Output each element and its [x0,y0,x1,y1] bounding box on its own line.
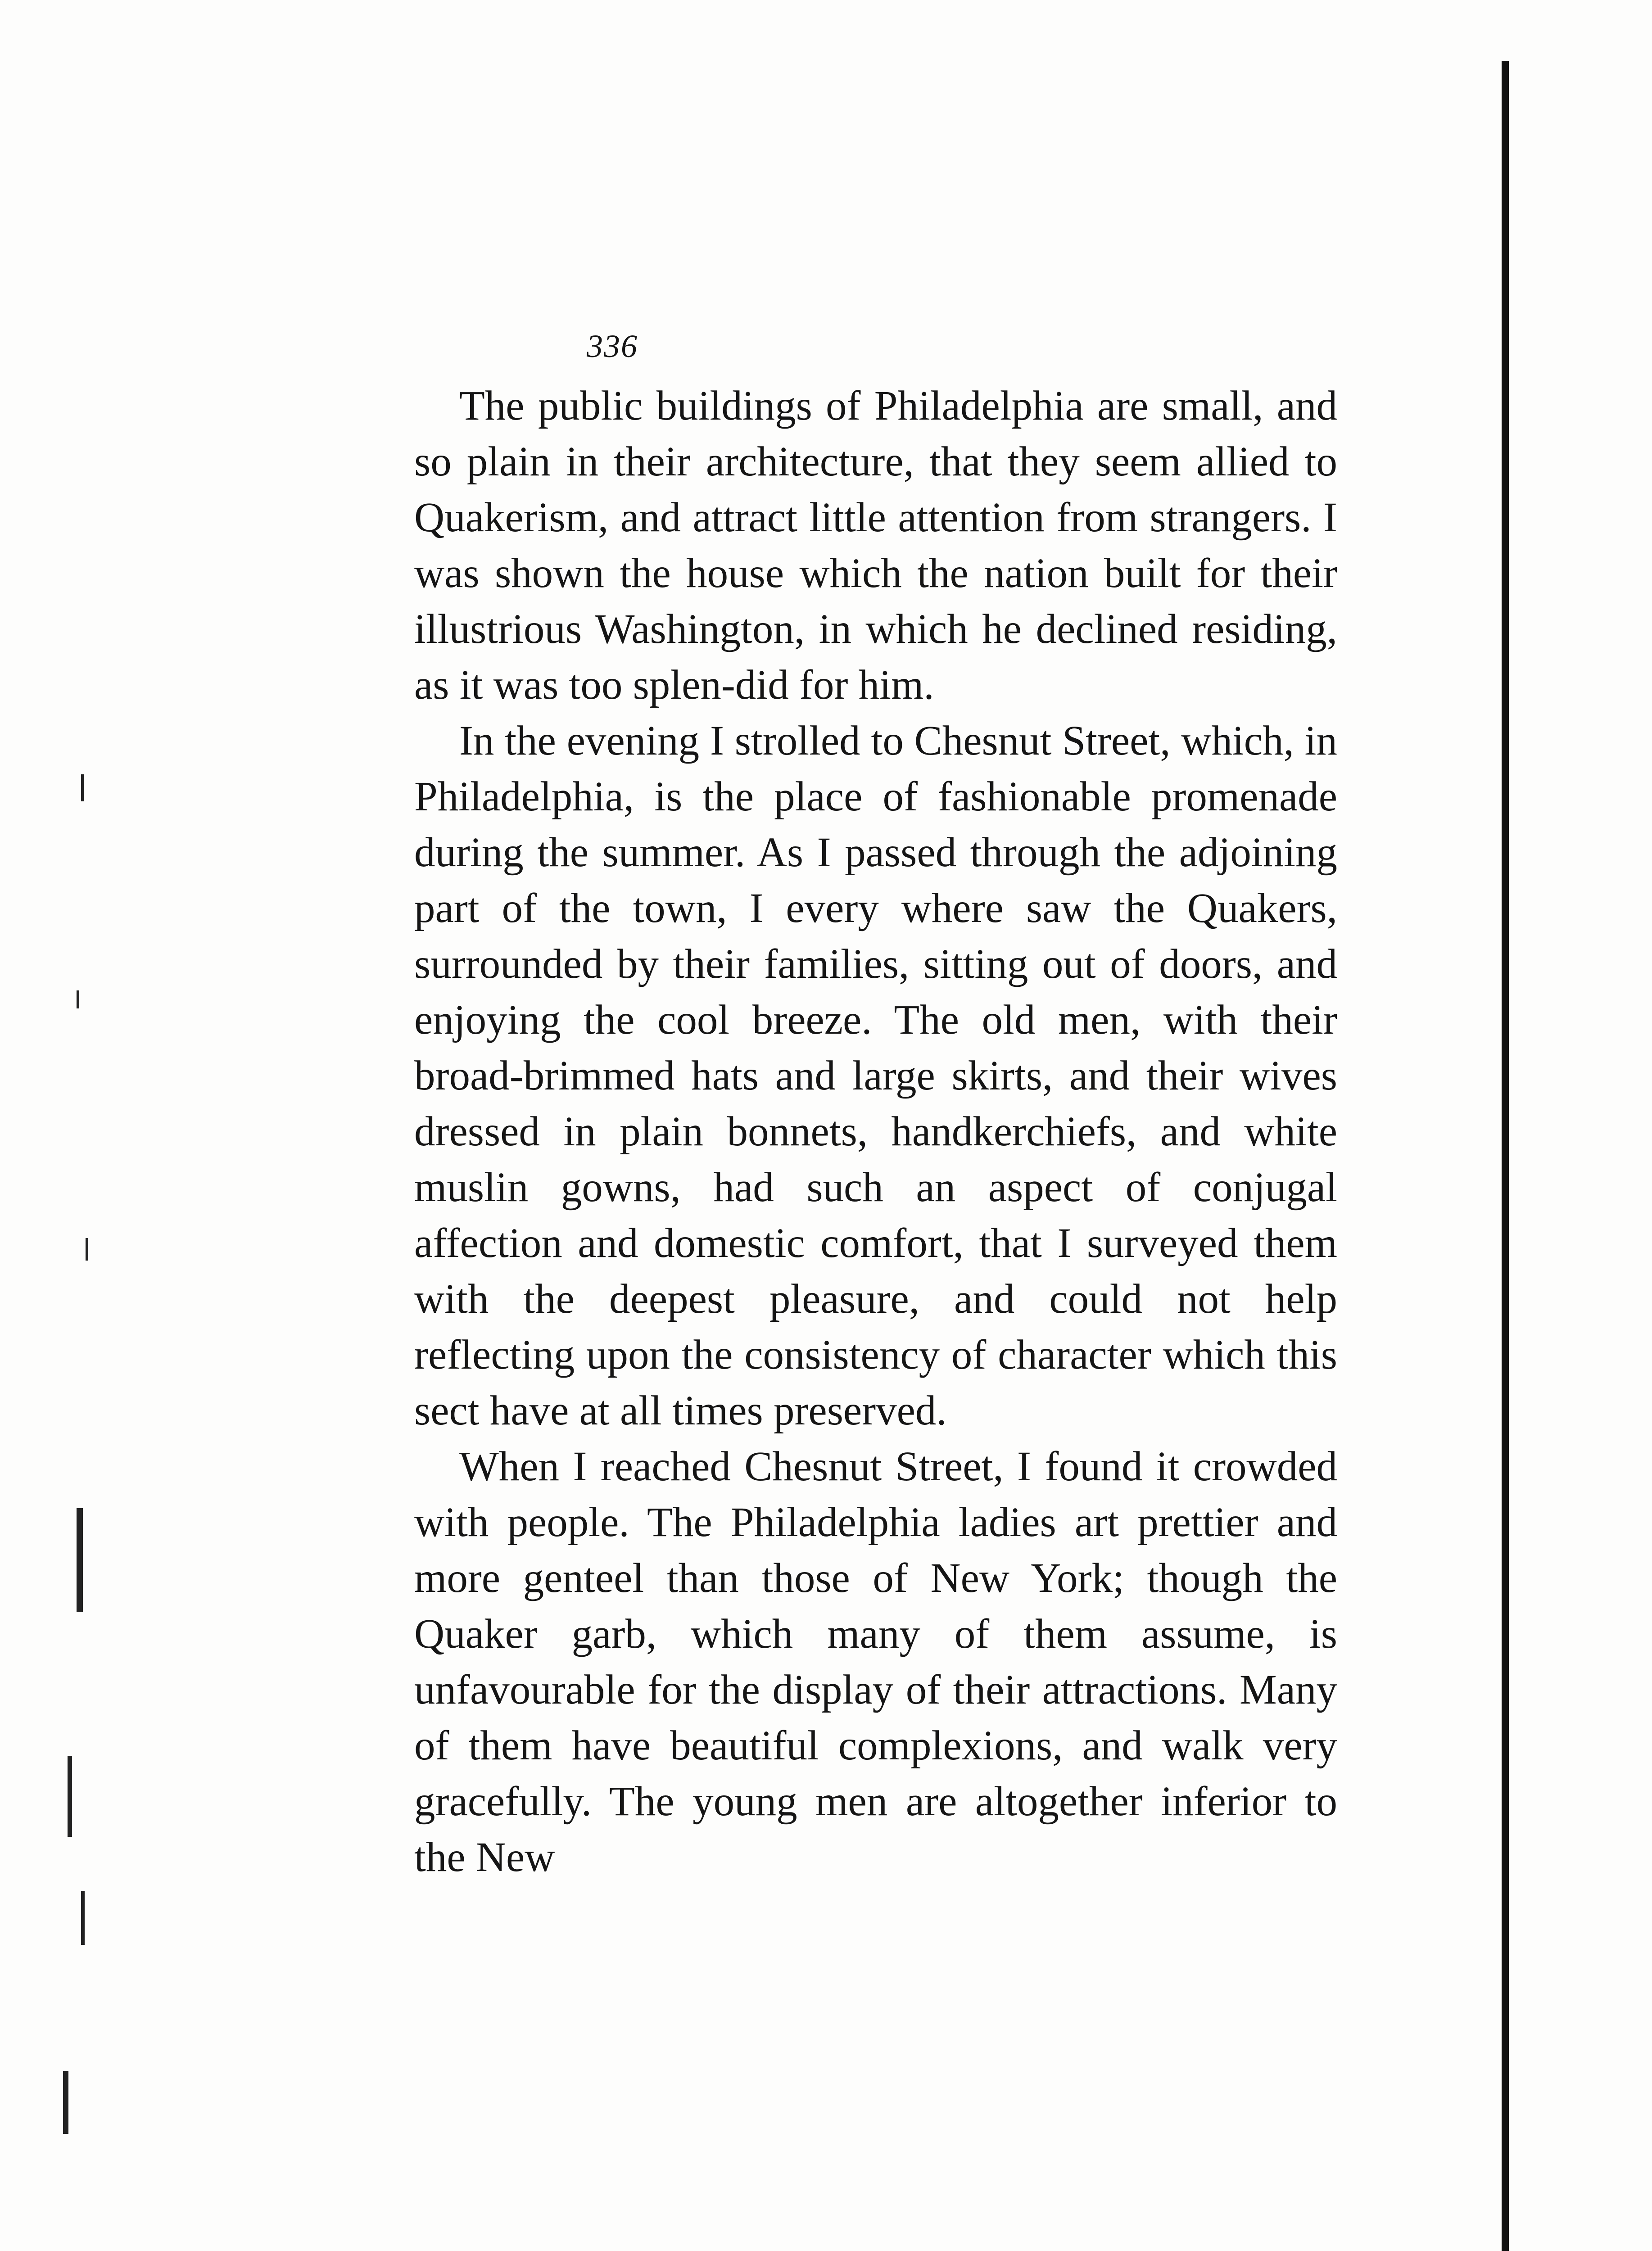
page-number: 336 [587,328,638,364]
scan-edge-rule [1502,61,1509,2251]
paragraph-evening-stroll: In the evening I strolled to Chesnut Street, which, in Philadelphia, is the place of fashionable promenade during the summer. As I passed through the adjoining part of the town, I every where saw the Quakers, surrounded by their families, sitting out of doors, and enjoying the cool breeze. The old men, with their broad-brimmed hats and large skirts, and their wives dressed in plain bonnets, handkerchiefs, and white muslin gowns, had such an aspect of conjugal affection and domestic comfort, that I surveyed them with the deepest pleasure, and could not help reflecting upon the consistency of character which this sect have at all times preserved. [414,718,1337,1434]
body-text [414,378,1337,1885]
paragraph-public-buildings: The public buildings of Philadelphia are small, and so plain in their architecture, that they seem allied to Quakerism, and attract little attention from strangers. I was shown the house which the nation built for their illustrious Washington, in which he declined residing, as it was too splen-did for him. [414,383,1337,708]
scan-gutter-specks [9,270,99,2251]
paragraph-chesnut-street: When I reached Chesnut Street, I found it crowded with people. The Philadelphia ladies art prettier and more genteel than those of New York; though the Quaker garb, which many of them assume, is unfavourable for the display of their attractions. Many of them have beautiful complexions, and walk very gracefully. The young men are altogether inferior to the New [414,1443,1337,1880]
